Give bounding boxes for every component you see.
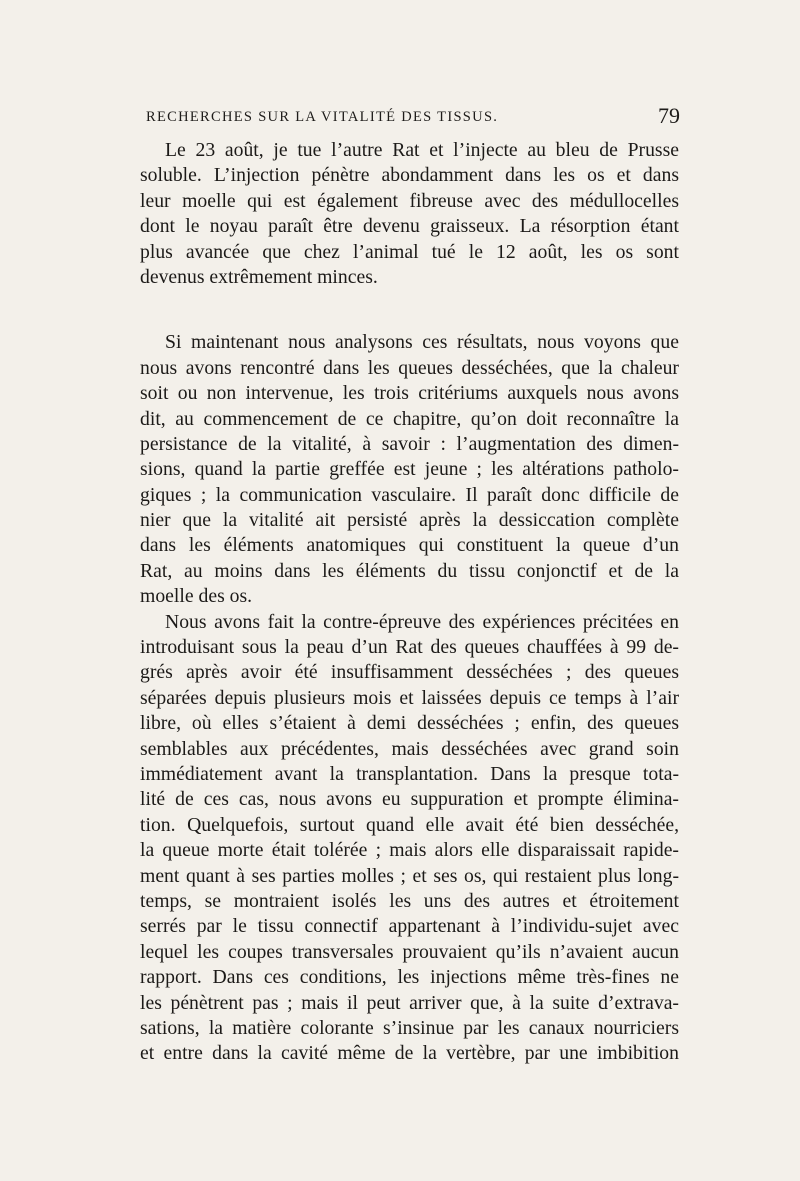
text-line: et entre dans la cavité même de la vertèbre, par une imbibition bbox=[140, 1042, 679, 1065]
text-line: ment quant à ses parties molles ; et ses os, qui restaient plus long- bbox=[140, 864, 679, 887]
text-line: dit, au commencement de ce chapitre, qu’on doit reconnaître la bbox=[140, 407, 679, 430]
paragraph-3 bbox=[140, 610, 679, 1067]
text-line: semblables aux précédentes, mais desséchées avec grand soin bbox=[140, 737, 679, 760]
text-line: tion. Quelquefois, surtout quand elle avait été bien desséchée, bbox=[140, 813, 679, 836]
text-line: nier que la vitalité ait persisté après la dessiccation complète bbox=[140, 509, 679, 532]
text-line: Rat, au moins dans les éléments du tissu conjonctif et de la bbox=[140, 559, 679, 582]
text-line: plus avancée que chez l’animal tué le 12 août, les os sont bbox=[140, 240, 679, 263]
text-line: sions, quand la partie greffée est jeune ; les altérations patholo- bbox=[140, 458, 679, 481]
text-line: libre, où elles s’étaient à demi desséchées ; enfin, des queues bbox=[140, 712, 679, 735]
page-header bbox=[140, 103, 680, 133]
text-line: sations, la matière colorante s’insinue par les canaux nourriciers bbox=[140, 1016, 679, 1039]
text-line: serrés par le tissu connectif appartenant à l’individu-sujet avec bbox=[140, 915, 679, 938]
paragraph-1 bbox=[140, 138, 679, 290]
text-line: Si maintenant nous analysons ces résultats, nous voyons que bbox=[165, 331, 679, 354]
text-line: nous avons rencontré dans les queues desséchées, que la chaleur bbox=[140, 356, 679, 379]
text-line: les pénètrent pas ; mais il peut arriver que, à la suite d’extrava- bbox=[140, 991, 679, 1014]
text-line: persistance de la vitalité, à savoir : l’augmentation des dimen- bbox=[140, 432, 679, 455]
page-number: 79 bbox=[658, 103, 680, 128]
text-line: dont le noyau paraît être devenu graisseux. La résorption étant bbox=[140, 215, 679, 238]
text-line: moelle des os. bbox=[140, 585, 253, 608]
text-line: lequel les coupes transversales prouvaient qu’ils n’avaient aucun bbox=[140, 940, 679, 963]
running-head: RECHERCHES SUR LA VITALITÉ DES TISSUS. bbox=[146, 109, 499, 125]
text-line: grés après avoir été insuffisamment desséchées ; des queues bbox=[140, 661, 679, 684]
text-line: soit ou non intervenue, les trois critériums auxquels nous avons bbox=[140, 382, 679, 405]
text-line: giques ; la communication vasculaire. Il paraît donc difficile de bbox=[140, 483, 679, 506]
text-line: immédiatement avant la transplantation. Dans la presque tota- bbox=[140, 762, 679, 785]
body-text bbox=[140, 138, 679, 1067]
text-line: Le 23 août, je tue l’autre Rat et l’injecte au bleu de Prusse bbox=[165, 139, 679, 161]
paragraph-2 bbox=[140, 330, 679, 609]
text-line: soluble. L’injection pénètre abondamment dans les os et dans bbox=[140, 164, 679, 187]
text-line: lité de ces cas, nous avons eu suppuration et prompte élimina- bbox=[140, 788, 679, 811]
text-line: devenus extrêmement minces. bbox=[140, 265, 378, 288]
text-line: rapport. Dans ces conditions, les injections même très-fines ne bbox=[140, 966, 679, 989]
text-line: Nous avons fait la contre-épreuve des expériences précitées en bbox=[165, 610, 679, 633]
text-line: la queue morte était tolérée ; mais alors elle disparaissait rapide- bbox=[140, 839, 679, 862]
text-line: séparées depuis plusieurs mois et laissées depuis ce temps à l’air bbox=[140, 686, 679, 709]
text-line: dans les éléments anatomiques qui constituent la queue d’un bbox=[140, 534, 679, 557]
text-line: leur moelle qui est également fibreuse avec des médullocelles bbox=[140, 189, 679, 212]
text-line: temps, se montraient isolés les uns des autres et étroitement bbox=[140, 889, 679, 912]
text-line: introduisant sous la peau d’un Rat des queues chauffées à 99 de- bbox=[140, 636, 679, 659]
paragraph-gap bbox=[140, 290, 679, 330]
